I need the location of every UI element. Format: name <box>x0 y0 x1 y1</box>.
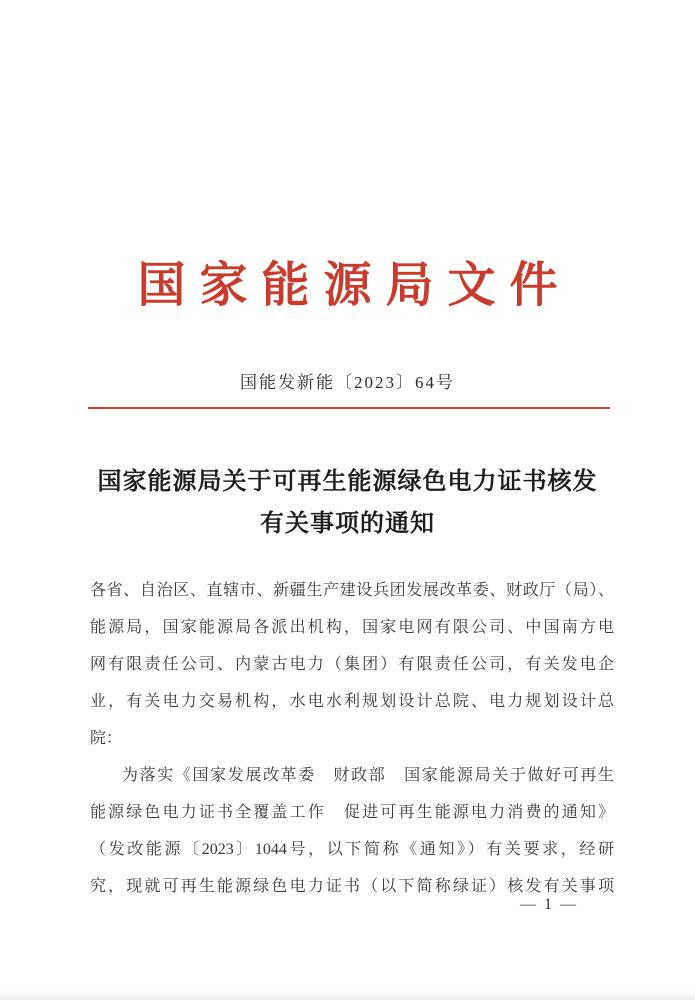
body-line: 能源局，国家能源局各派出机构，国家电网有限公司、中国南方电 <box>90 619 614 636</box>
letterhead-title: 国家能源局文件 <box>137 259 572 312</box>
notice-title-line2: 有关事项的通知 <box>260 511 435 537</box>
body-paragraphs <box>90 572 614 905</box>
body-line: 网有限责任公司、内蒙古电力（集团）有限责任公司，有关发电企 <box>90 656 614 673</box>
body-line: 业，有关电力交易机构，水电水利规划设计总院、电力规划设计总 <box>90 693 614 710</box>
notice-title <box>82 461 613 545</box>
body-line: 院： <box>90 730 123 747</box>
page-number: — 1 — <box>520 896 578 913</box>
body-line: 各省、自治区、直辖市、新疆生产建设兵团发展改革委、财政厅（局）、 <box>90 582 614 599</box>
body-line: 能源绿色电力证书全覆盖工作 促进可再生能源电力消费的通知》 <box>90 804 614 821</box>
document-number: 国能发新能〔2023〕64号 <box>240 373 455 392</box>
body-line: （发改能源〔2023〕1044号，以下简称《通知》）有关要求，经研 <box>90 841 614 858</box>
body-line: 为落实《国家发展改革委 财政部 国家能源局关于做好可再生 <box>122 767 614 784</box>
notice-title-line1: 国家能源局关于可再生能源绿色电力证书核发 <box>97 469 598 495</box>
body-line: 究，现就可再生能源绿色电力证书（以下简称绿证）核发有关事项 <box>90 878 614 895</box>
letterhead-divider-rule <box>88 407 610 409</box>
